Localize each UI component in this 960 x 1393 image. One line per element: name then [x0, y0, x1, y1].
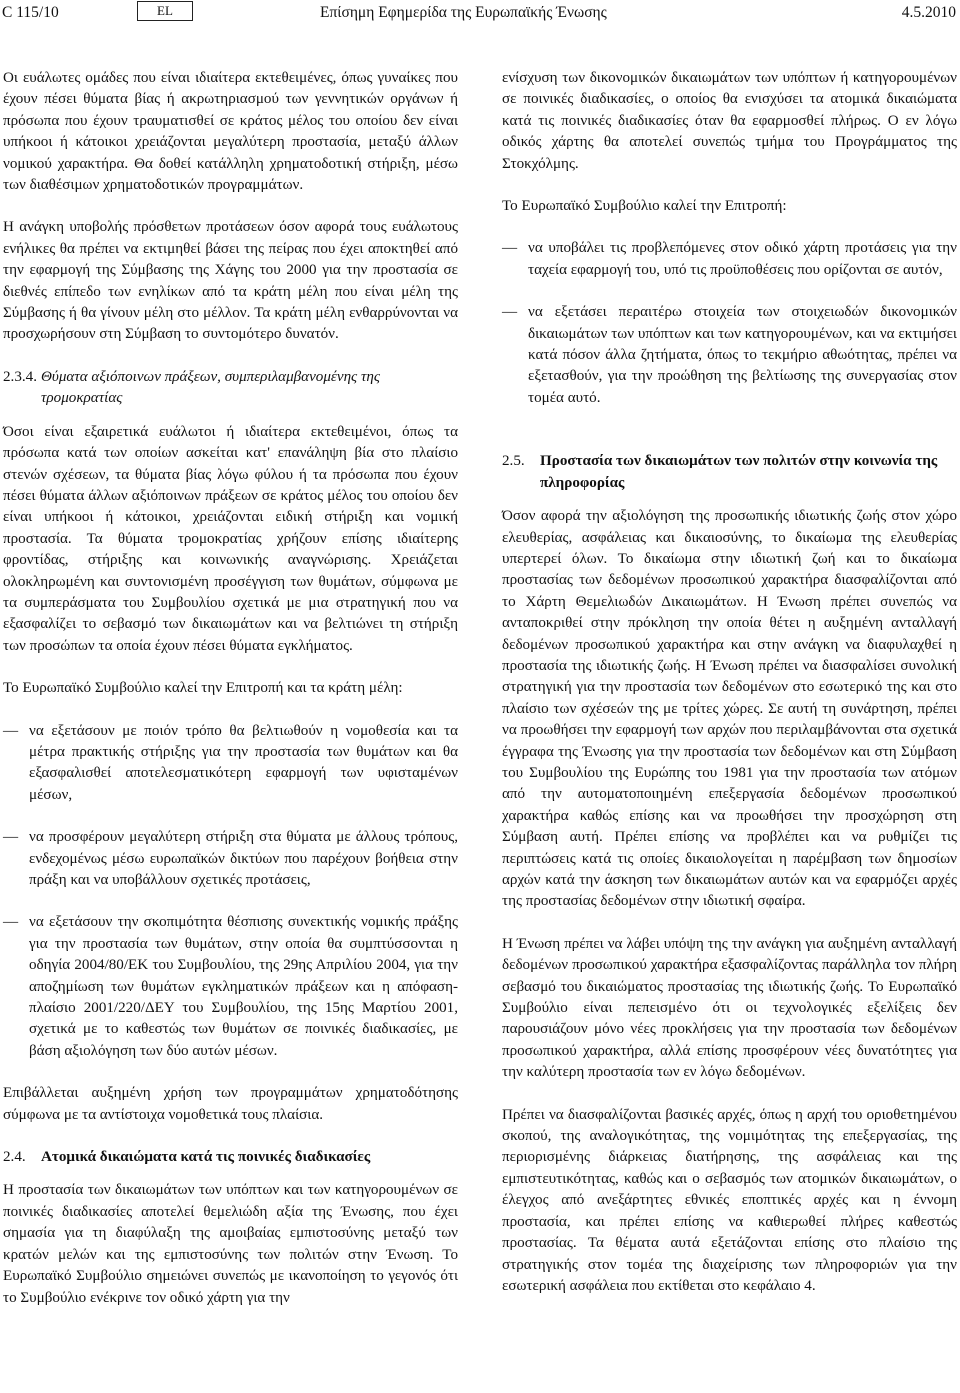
paragraph: Οι ευάλωτες ομάδες που είναι ιδιαίτερα εκτεθειμένες, όπως γυναίκες που έχουν πέσει θύματα βίας ή ακρωτηριασμού των γεννητικών οργάνων ή πρόσωπα που έχουν τραυματισθεί σε κράτος μέλος του οποίου δεν είναι υπήκοοι ή κάτοικοι χρειάζονται μεγαλύτερη προστασία, μεταξύ άλλων νομικού χαρακτήρα. Θα δοθεί κατάλληλη χρηματοδοτική στήριξη, μέσω των διαθέσιμων χρηματοδοτικών προγραμμάτων.: [3, 70, 458, 194]
list-item: [3, 721, 458, 807]
paragraph: Η προστασία των δικαιωμάτων των υπόπτων και των κατηγορουμένων σε ποινικές διαδικασίες αποτελεί θεμελιώδη αξία της Ένωσης, που έχει σημασία για τη διαφύλαξη της αμοιβαίας εμπιστοσύνης μεταξύ των κρατών μελών και της εμπιστοσύνης των πολιτών στην Ένωση. Το Ευρωπαϊκό Συμβούλιο σημειώνει συνεπώς με ικανοποίηση το γεγονός ότι το Συμβούλιο ενέκρινε τον οδικό χάρτη για την: [3, 1182, 458, 1306]
dash-marker: —: [502, 240, 518, 257]
list-item: [502, 238, 957, 281]
paragraph: Το Ευρωπαϊκό Συμβούλιο καλεί την Επιτροπή και τα κράτη μέλη:: [3, 680, 403, 697]
paragraph: Το Ευρωπαϊκό Συμβούλιο καλεί την Επιτροπή:: [502, 198, 787, 215]
dash-marker: —: [502, 304, 518, 321]
list-item-text: να εξετάσουν την σκοπιμότητα θέσπισης συνεκτικής νομικής πράξης για την προστασία των θυμάτων, στην οποία θα συμπτύσσονται η οδηγία 2004/80/ΕΚ του Συμβουλίου, της 29ης Απριλίου 2004, για την αποζημίωση των θυμάτων εγκληματικών πράξεων και η απόφαση-πλαίσιο 2001/220/ΔΕΥ του Συμβουλίου, της 15ης Μαρτίου 2001, σχετικά με το καθεστώς των θυμάτων σε ποινικές διαδικασίες, με βάση αξιολόγηση των δύο αυτών μέσων.: [29, 914, 458, 1059]
paragraph: Πρέπει να διασφαλίζονται βασικές αρχές, όπως η αρχή του οριοθετημένου σκοπού, της αναλογικότητας, της νομιμότητας της επεξεργασίας, της περιορισμένης διάρκειας διατήρησης, της ασφάλειας και της εμπιστευτικότητας, καθώς και ο σεβασμός των ατομικών δικαιωμάτων, ο έλεγχος από ανεξάρτητες εθνικές εποπτικές αρχές και η έννομη προστασία, και πρέπει επίσης να καθιερωθεί πλήρες καθεστώς προστασίας. Τα θέματα αυτά εξετάζονται επίσης στο πλαίσιο της στρατηγικής στον τομέα της διαχείρισης των πληροφοριών για την εσωτερική ασφάλεια που εκτίθεται στο κεφάλαιο 4.: [502, 1106, 957, 1294]
paragraph: Όσον αφορά την αξιολόγηση της προσωπικής ιδιωτικής ζωής στον χώρο ελευθερίας, ασφάλειας και δικαιοσύνης, το δικαίωμα της ελευθερίας υπερτερεί όλων. Το δικαίωμα στην ιδιωτική ζωή και το δικαίωμα προστασίας των δεδομένων προσωπικού χαρακτήρα διασφαλίζονται από το Χάρτη Θεμελιωδών Δικαιωμάτων. Η Ένωση πρέπει συνεπώς να ανταποκριθεί στην πρόκληση την οποία θέτει η αυξημένη ανταλλαγή δεδομένων προσωπικού χαρακτήρα και στην ανάγκη να διαφυλαχθεί η προστασία της ιδιωτικής ζωής. Η Ένωση πρέπει να διασφαλίσει συνολική στρατηγική για την προστασία των δεδομένων στο εσωτερικό της και στο πλαίσιο των σχέσεών της με τρίτες χώρες. Σε αυτή τη συνάρτηση, πρέπει να προωθήσει την εφαρμογή των αρχών που περιλαμβάνονται στα σχετικά έγγραφα της Ένωσης για την προστασία των δεδομένων και στη Σύμβαση του Συμβουλίου της Ευρώπης του 1981 για την προστασία των ατόμων από την αυτοματοποιημένη επεξεργασία δεδομένων προσωπικού χαρακτήρα καθώς επίσης και να προωθήσει την προσχώρηση στη Σύμβαση αυτή. Πρέπει επίσης να προβλέπει και να ρυθμίζει τις περιπτώσεις κατά τις οποίες δικαιολογείται η παρέμβαση των δημοσίων αρχών κατά την άσκηση των δικαιωμάτων αυτών και να εφαρμόζει αρχές της προστασίας δεδομένων στην ιδιωτική σφαίρα.: [502, 508, 957, 910]
list-item: [3, 827, 458, 891]
paragraph: Όσοι είναι εξαιρετικά ευάλωτοι ή ιδιαίτερα εκτεθειμένοι, όπως τα πρόσωπα κατά των οποίων ασκείται κατ' επανάληψη βία στο πλαίσιο στενών σχέσεων, τα θύματα βίας λόγω φύλου ή τα πρόσωπα που έχουν πέσει θύματα άλλων αξιόποινων πράξεων σε κράτος μέλος του οποίου δεν είναι υπήκοοι ή κάτοικοι, χρειάζονται ειδική στήριξη και νομική προστασία. Τα θύματα τρομοκρατίας χρήζουν επίσης ιδιαίτερης φροντίδας, στήριξης και κοινωνικής αναγνώρισης. Χρειάζεται ολοκληρωμένη και συντονισμένη προσέγγιση των θυμάτων, σύμφωνα με τα συμπεράσματα του Συμβουλίου σχετικά με μια στρατηγική που να εξασφαλίζει το σεβασμό των δικαιωμάτων και να βελτιώνει τη στήριξη των προσώπων τα οποία έχουν πέσει θύματα εγκλήματος.: [3, 423, 458, 654]
section-title: Ατομικά δικαιώματα κατά τις ποινικές διαδικασίες: [41, 1149, 371, 1166]
language-badge: EL: [137, 1, 193, 21]
dash-marker: —: [3, 722, 19, 739]
page-header: [0, 0, 960, 28]
dash-marker: —: [3, 829, 19, 846]
section-title: Προστασία των δικαιωμάτων των πολιτών στην κοινωνία της πληροφορίας: [540, 453, 938, 491]
paragraph: ενίσχυση των δικονομικών δικαιωμάτων των υπόπτων ή κατηγορουμένων σε ποινικές διαδικασίες, ο οποίος θα ενισχύσει τα ατομικά δικαιώματα κατά τις ποινικές διαδικασίες όταν θα εφαρμοσθεί πλήρως. Ο εν λόγω οδικός χάρτης θα αποτελεί συνεπώς τμήμα του Προγράμματος της Στοκχόλμης.: [502, 70, 957, 172]
section-heading-2-3-4: [3, 367, 458, 410]
list-item-text: να εξετάσουν με ποιόν τρόπο θα βελτιωθούν η νομοθεσία και τα μέτρα πρακτικής στήριξης για την προστασία των θυμάτων και θα εξασφαλισθεί αποτελεσματικότερη εφαρμογή των υφισταμένων μέσων,: [29, 722, 458, 803]
list-item-text: να υποβάλει τις προβλεπόμενες στον οδικό χάρτη προτάσεις για την ταχεία εφαρμογή του, υπό τις προϋποθέσεις που ορίζονται σε αυτόν,: [528, 240, 957, 278]
section-heading-2-5: [502, 451, 957, 494]
section-title: Θύματα αξιόποινων πράξεων, συμπεριλαμβανομένης της τρομοκρατίας: [41, 368, 380, 407]
list-item-text: να προσφέρουν μεγαλύτερη στήριξη στα θύματα με άλλους τρόπους, ενδεχομένως μέσω ευρωπαϊκών δικτύων που παρέχουν βοήθεια στην πράξη και να υποβάλλουν σχετικές προτάσεις,: [29, 829, 458, 888]
list-item: [3, 912, 458, 1062]
paragraph: Η ανάγκη υποβολής πρόσθετων προτάσεων όσον αφορά τους ευάλωτους ενήλικες θα πρέπει να εκτιμηθεί βάσει της πείρας που έχει αποκτηθεί από την εφαρμογή της Σύμβασης της Χάγης του 2000 για την προστασία σε διεθνές επίπεδο των ενηλίκων από τα κράτη μέλη που είναι μέλη της Σύμβασης ή θα γίνουν μέλη στο μέλλον. Τα κράτη μέλη ενθαρρύνονται να προσχωρήσουν στη Σύμβαση το συντομότερο δυνατόν.: [3, 219, 458, 343]
page-number: C 115/10: [2, 4, 59, 21]
list-item: [502, 302, 957, 409]
section-number: 2.5.: [502, 453, 525, 470]
right-column: [502, 68, 957, 1297]
left-column: [3, 68, 458, 1309]
issue-date: 4.5.2010: [901, 4, 956, 21]
section-number: 2.4.: [3, 1149, 26, 1166]
dash-marker: —: [3, 914, 19, 931]
section-number: 2.3.4.: [3, 368, 37, 385]
paragraph: Επιβάλλεται αυξημένη χρήση των προγραμμάτων χρηματοδότησης σύμφωνα με τα αντίστοιχα νομοθετικά τους πλαίσια.: [3, 1085, 458, 1123]
paragraph: Η Ένωση πρέπει να λάβει υπόψη της την ανάγκη για αυξημένη ανταλλαγή δεδομένων προσωπικού χαρακτήρα εξασφαλίζοντας παράλληλα τον πλήρη σεβασμό του δικαιώματος προστασίας της ιδιωτικής ζωής. Το Ευρωπαϊκό Συμβούλιο είναι πεπεισμένο ότι οι τεχνολογικές εξελίξεις δεν παρουσιάζουν μόνο νέες προκλήσεις για την προστασία των δεδομένων προσωπικού χαρακτήρα, αλλά επίσης προσφέρουν νέες δυνατότητες για την καλύτερη προστασία των εν λόγω δεδομένων.: [502, 935, 957, 1081]
list-item-text: να εξετάσει περαιτέρω στοιχεία των στοιχειωδών δικονομικών δικαιωμάτων των υπόπτων και των κατηγορουμένων, και να εκτιμήσει κατά πόσον άλλα ζητήματα, όπως το τεκμήριο αθωότητας, πρέπει να εξετασθούν, για την προώθηση της βελτίωσης της συνεργασίας στον τομέα αυτό.: [528, 304, 957, 406]
journal-title: Επίσημη Εφημερίδα της Ευρωπαϊκής Ένωσης: [320, 4, 607, 21]
section-heading-2-4: [3, 1147, 458, 1168]
